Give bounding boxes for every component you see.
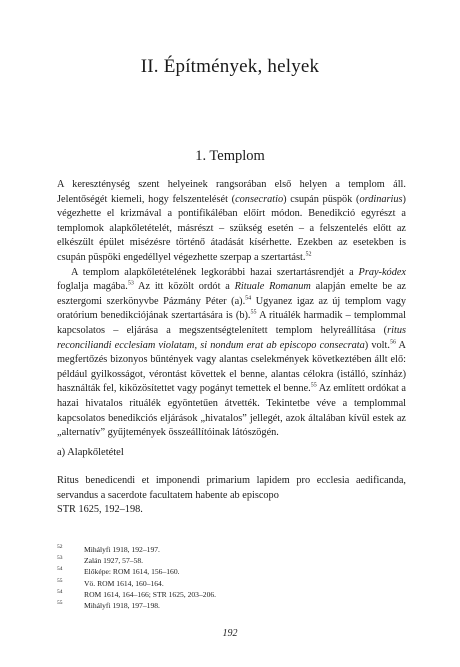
footnote <box>57 544 406 555</box>
italic-term: consecratio <box>235 193 284 205</box>
italic-term: ordinarius <box>359 193 403 205</box>
text-run: alapján emelte be az esztergomi szerkönyvbe Pázmány Péter (a). <box>57 281 407 307</box>
text-run: A kereszténység szent helyeinek rangsorában első helyen a templom áll. Jelentőségét kiemeli, hogy felszentelését ( <box>57 179 406 205</box>
rite-block <box>57 474 406 518</box>
subsection-title: a) Alapkőletétel <box>57 447 124 458</box>
footnote-ref: 54 <box>245 295 252 302</box>
footnote-text: Zalán 1927, 57–58. <box>84 556 144 566</box>
page-number: 192 <box>222 628 238 639</box>
body-text <box>57 178 406 441</box>
text-run: A templom alapkőletételének legkorábbi hazai szertartásrendjét a <box>71 266 359 278</box>
footnote <box>57 600 406 611</box>
footnote-ref: 52 <box>305 251 312 258</box>
italic-term: Pray-kódex <box>358 266 406 278</box>
footnote <box>57 566 406 577</box>
text-run: A megfertőzés bizonyos bűntények vagy alantas cselekmények következtében állt elő: például gyilkosságot, vérontást követtek el benne, alantas célokra (istálló, színház) használták fel, kiközösítettet vagy pogányt temettek el benne. <box>57 339 406 395</box>
footnote-ref: 56 <box>389 339 396 346</box>
footnotes-list <box>57 544 406 611</box>
section-title: 1. Templom <box>195 148 265 164</box>
footnote-number: 54 <box>57 566 63 573</box>
footnote-text: Vö. ROM 1614, 160–164. <box>84 578 164 588</box>
text-run: A rituálék harmadik – templommal kapcsolatos – eljárása a megszentségtelenített templom helyreállítása ( <box>57 310 406 336</box>
footnote-text: Előképe: ROM 1614, 156–160. <box>84 567 180 577</box>
footnote <box>57 589 406 600</box>
text-run: Ugyanez igaz az új templom vagy oratórium benedikciójának szertartására is (b). <box>57 295 406 322</box>
footnote-number: 54 <box>57 588 63 595</box>
footnote-text: ROM 1614, 164–166; STR 1625, 203–206. <box>84 589 217 599</box>
italic-term: ritus reconciliandi ecclesiam violatam, si nondum erat ab episcopo consecrata <box>57 324 406 351</box>
footnote-text: Mihályfi 1918, 192–197. <box>84 545 160 554</box>
text-run: ) végezhette el krizmával a pontifikáléban előírt módon. Benedikció egyrészt a templomok alapkőletételét, másrészt – szükség esetén – a felszentelés előtt az elkészült épület misézésre történő átadását kísérhette. Ezekben az esetekben is csupán püspöki engedéllyel végezhette szerpap a szertartást. <box>57 193 406 263</box>
italic-term: Rituale Romanum <box>234 281 311 293</box>
footnote-ref: 55 <box>310 382 317 389</box>
footnote <box>57 578 406 589</box>
text-run: Az itt közölt ordót a <box>133 281 235 293</box>
footnote-number: 55 <box>57 600 63 607</box>
text-run: Az említett ordókat a hazai hivatalos rituálék egyöntetűen átvették. Tekintetbe véve a templommal kapcsolatos benedikciós eljárások „hivatalos” jellegét, azok általában kívül estek az „alternatív” gyűjtemények összeállítóinak látószögén. <box>57 383 406 439</box>
footnote-ref: 55 <box>250 309 257 316</box>
footnote-number: 55 <box>57 577 63 584</box>
body-paragraph <box>57 178 406 266</box>
text-run: ) volt. <box>364 339 390 351</box>
chapter-title: II. Építmények, helyek <box>140 56 320 77</box>
text-run: ) csupán püspök ( <box>283 193 360 205</box>
rite-reference: STR 1625, 192–198. <box>57 504 143 516</box>
body-paragraph <box>57 266 406 441</box>
text-run: foglalja magába. <box>57 281 128 293</box>
footnote-text: Mihályfi 1918, 197–198. <box>84 601 160 611</box>
footnote-number: 53 <box>57 555 63 562</box>
rite-text: Ritus benedicendi et imponendi primarium lapidem pro ecclesia aedificanda, servandus a sacerdote facultatem habente ab episcopo <box>57 475 406 501</box>
footnote <box>57 555 406 566</box>
footnote-ref: 53 <box>127 280 134 287</box>
footnote-number: 52 <box>57 544 63 550</box>
